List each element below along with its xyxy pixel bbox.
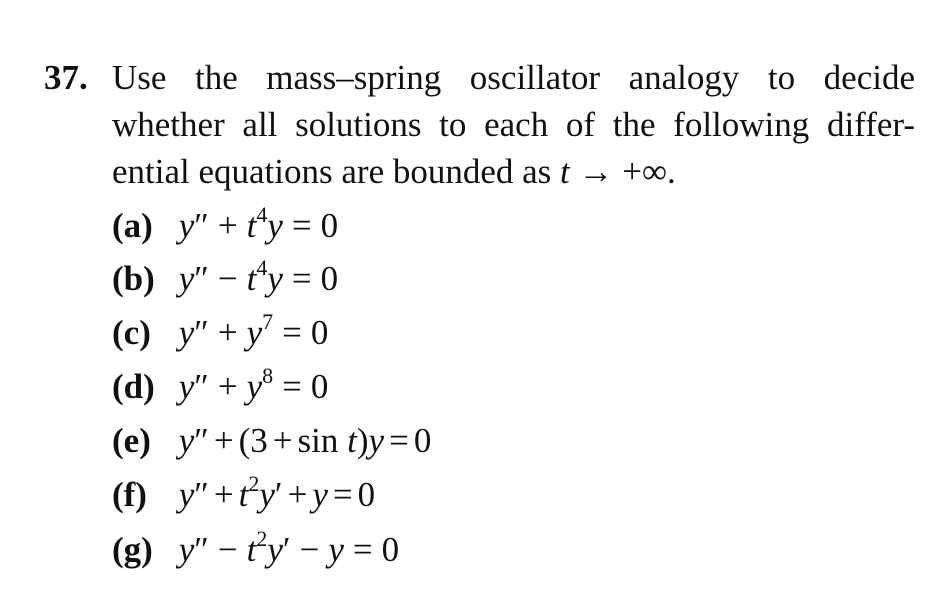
part-d xyxy=(112,365,328,409)
part-b-equation: $y'' - t^4y = 0$ xyxy=(178,255,339,298)
part-c-label: (c) xyxy=(112,313,151,352)
statement-limit-arrow: → +∞. xyxy=(569,152,676,191)
part-f-equation: $y'' + t^2y' + y = 0$ xyxy=(178,471,376,514)
part-b xyxy=(112,257,338,301)
part-g-label: (g) xyxy=(112,530,153,569)
statement-line-1: Use the mass–spring oscillator analogy to decide xyxy=(112,58,915,97)
part-e-label: (e) xyxy=(112,421,151,460)
statement-variable-t: t xyxy=(560,152,570,191)
part-a xyxy=(112,204,338,248)
part-d-equation: $y'' + y^8 = 0$ xyxy=(178,363,329,406)
problem-number: 37. xyxy=(44,58,88,97)
statement-line-3 xyxy=(112,150,676,194)
part-g xyxy=(112,528,399,572)
statement-line-2: whether all solutions to each of the following differ- xyxy=(112,105,915,144)
part-c-equation: $y'' + y^7 = 0$ xyxy=(178,309,329,352)
part-a-equation: $y'' + t^4y = 0$ xyxy=(178,202,339,245)
part-f-label: (f) xyxy=(112,475,147,514)
part-e-equation: y″ + (3 + sin t)y = 0 xyxy=(178,421,432,460)
part-f xyxy=(112,473,375,517)
part-g-equation: $y'' - t^2y' - y = 0$ xyxy=(178,526,400,569)
statement-line-3-text: ential equations are bounded as xyxy=(112,152,561,191)
part-a-label: (a) xyxy=(112,206,153,245)
part-e xyxy=(112,419,431,463)
part-c xyxy=(112,311,328,355)
part-d-label: (d) xyxy=(112,367,155,406)
part-b-label: (b) xyxy=(112,259,155,298)
